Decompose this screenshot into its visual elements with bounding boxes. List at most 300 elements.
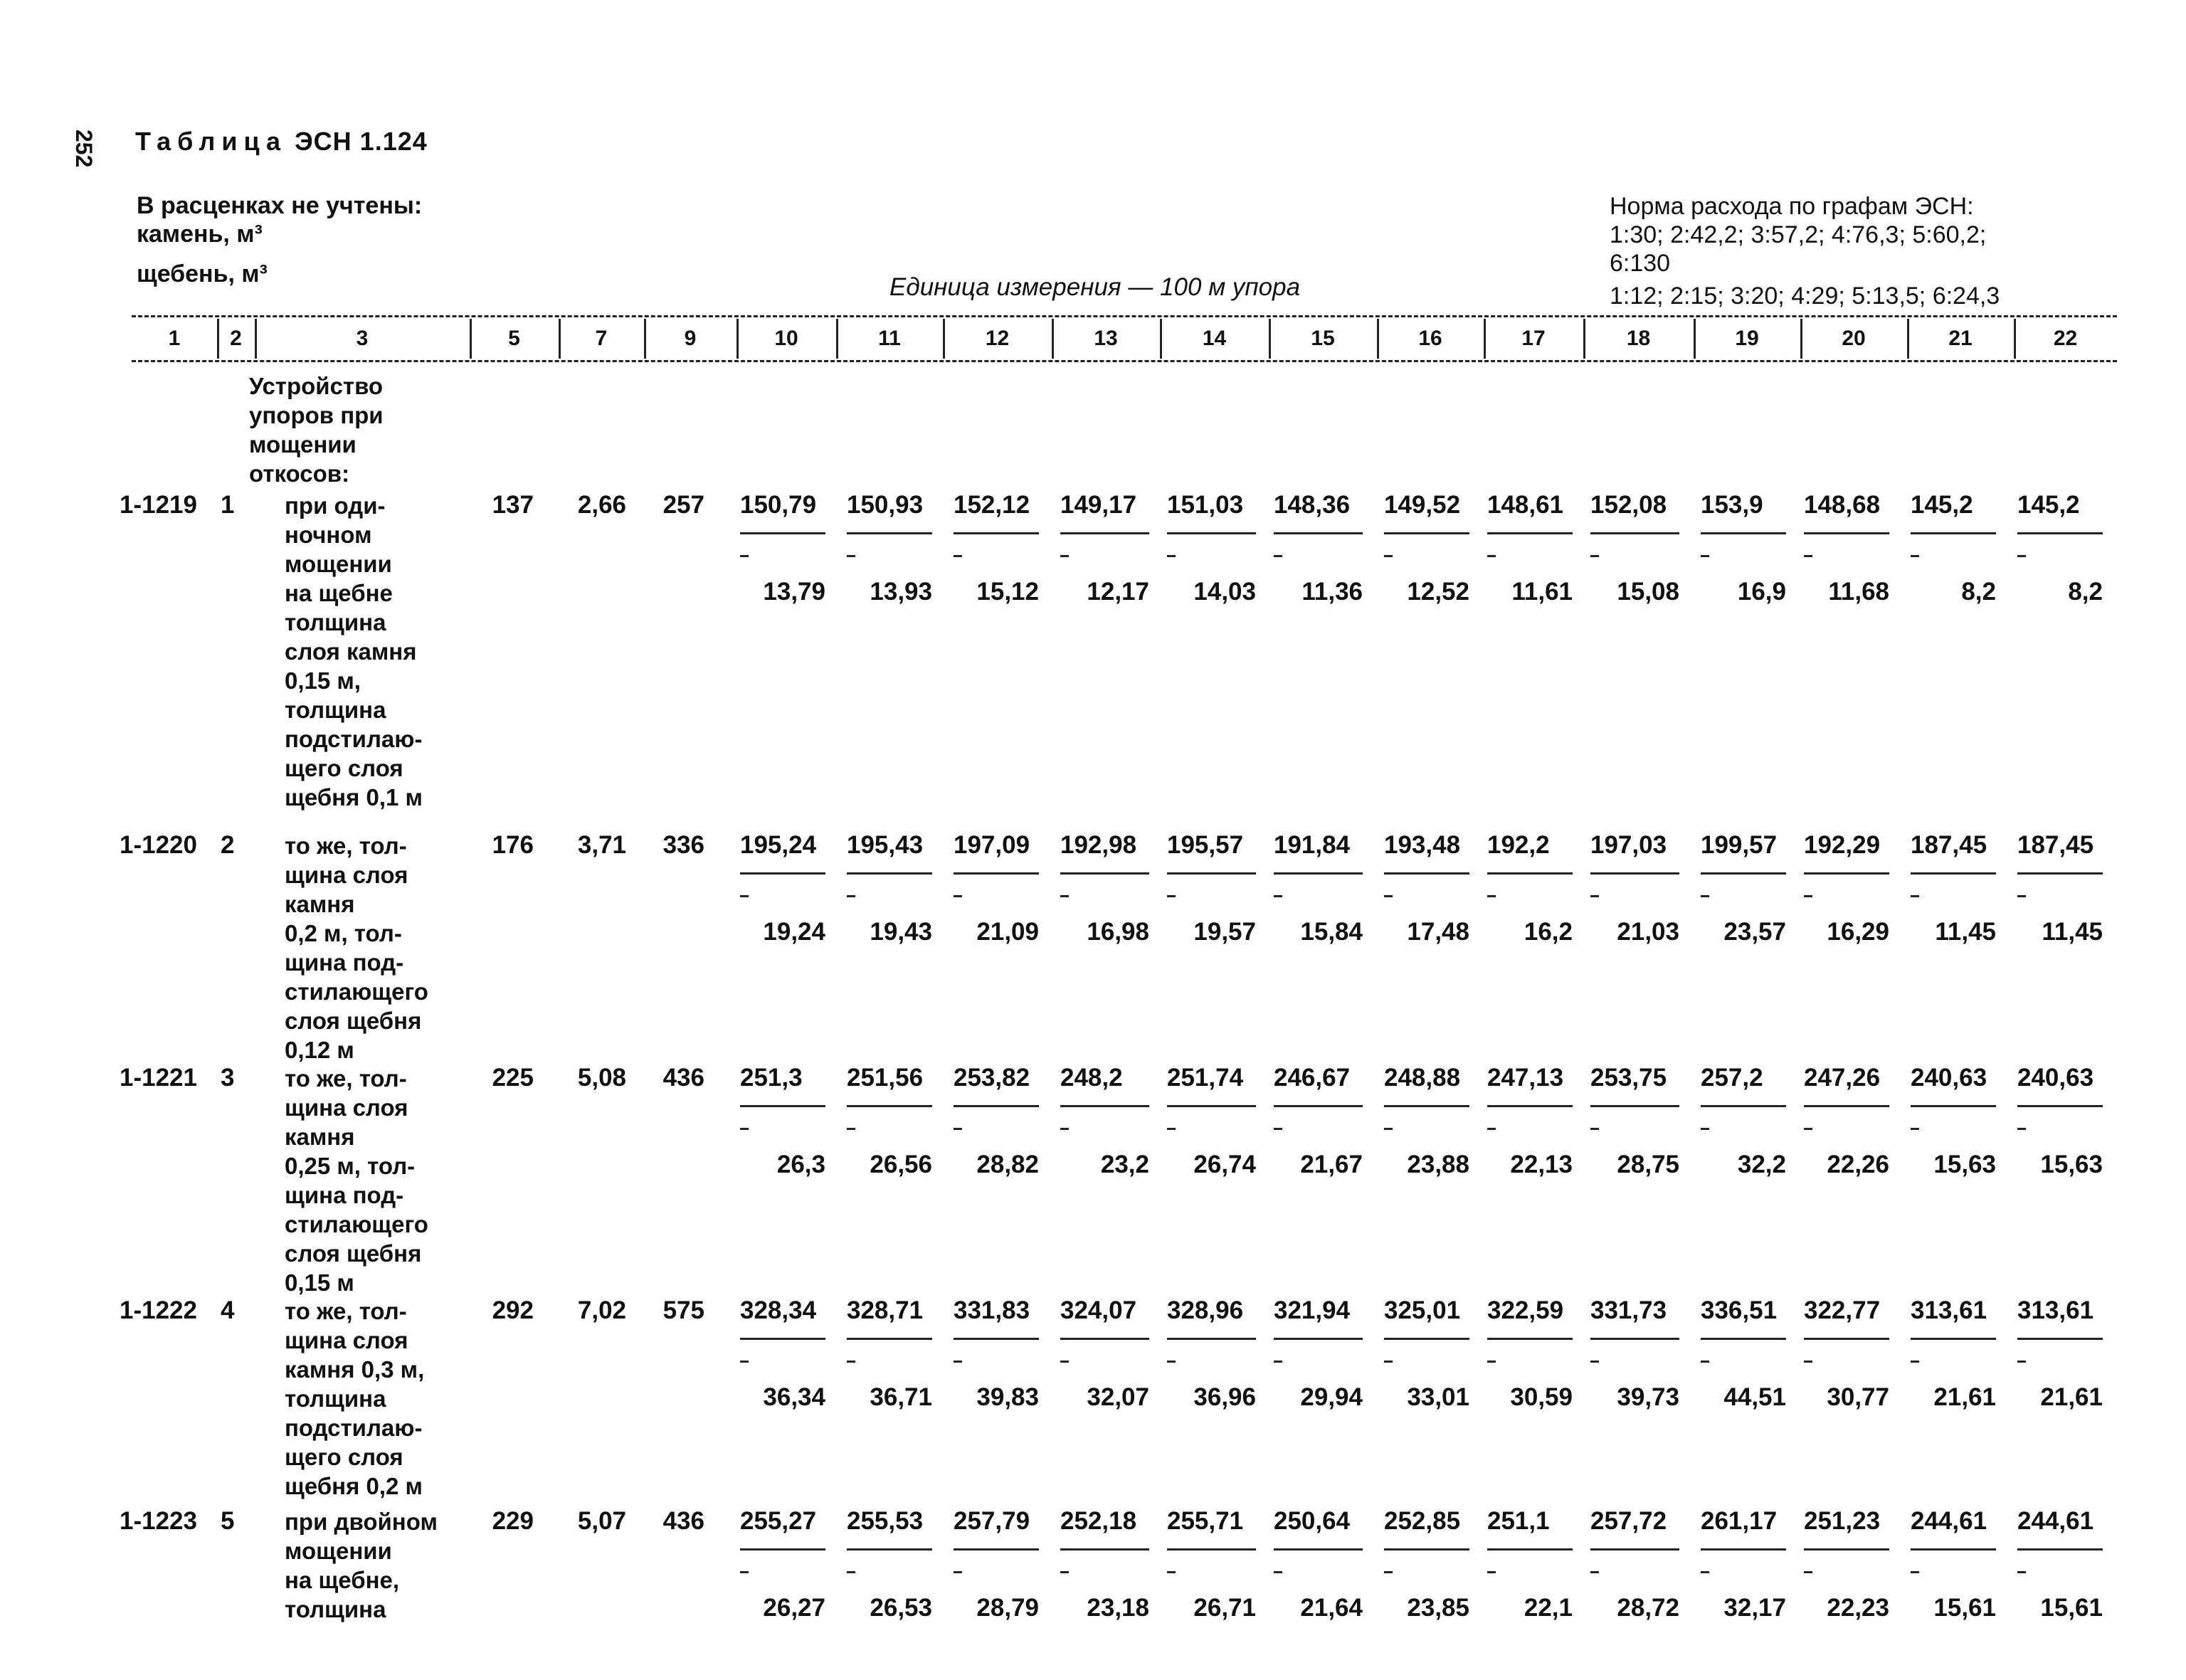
fraction-bar [1060, 532, 1149, 534]
fraction-bar [740, 1105, 825, 1107]
fraction-numerator: 322,77 [1804, 1296, 1881, 1324]
fraction-denominator: 30,59 [1510, 1383, 1573, 1411]
fraction-numerator: 199,57 [1701, 831, 1778, 859]
column-header-17: 17 [1521, 327, 1546, 350]
fraction-denominator: 23,18 [1087, 1594, 1149, 1622]
fraction-denominator: 39,73 [1617, 1383, 1679, 1411]
fraction-bar [1167, 1105, 1256, 1107]
fraction-bar [1701, 872, 1786, 875]
fraction-bar [954, 1105, 1039, 1107]
fraction-bar-tick [1911, 1361, 1919, 1363]
fraction-bar-tick [1701, 1128, 1709, 1130]
fraction-bar [1804, 1548, 1889, 1550]
fraction-numerator: 195,57 [1167, 831, 1244, 859]
fraction-bar [1060, 1548, 1149, 1550]
fraction-numerator: 192,29 [1804, 831, 1881, 859]
fraction-bar [1701, 532, 1786, 534]
fraction-bar-tick [1911, 1128, 1919, 1130]
fraction-bar-tick [2017, 895, 2026, 897]
fraction-bar [740, 1338, 825, 1340]
fraction-numerator: 150,93 [847, 491, 924, 519]
fraction-bar-tick [847, 1361, 855, 1363]
fraction-denominator: 22,13 [1510, 1151, 1573, 1178]
not-included-stone: камень, м³ [137, 221, 263, 248]
fraction-numerator: 313,61 [2017, 1296, 2094, 1324]
column-divider [1583, 319, 1585, 359]
fraction-bar-tick [1060, 555, 1069, 557]
fraction-denominator: 15,08 [1617, 578, 1679, 606]
fraction-bar-tick [2017, 1128, 2026, 1130]
fraction-denominator: 11,68 [1828, 578, 1889, 606]
column-header-2: 2 [230, 327, 242, 350]
column-header-19: 19 [1735, 327, 1759, 350]
fraction-bar [2017, 532, 2103, 534]
fraction-bar-tick [954, 1571, 962, 1573]
fraction-bar-tick [1804, 1361, 1812, 1363]
fraction-bar-tick [1487, 895, 1496, 897]
fraction-denominator: 16,29 [1827, 918, 1889, 946]
column-divider [836, 319, 838, 359]
column-header-22: 22 [2053, 327, 2078, 350]
fraction-numerator: 187,45 [1911, 831, 1987, 859]
fraction-numerator: 255,27 [740, 1507, 817, 1535]
not-included-heading: В расценках не учтены: [137, 192, 423, 219]
column-header-12: 12 [985, 327, 1010, 350]
fraction-bar [2017, 1105, 2103, 1107]
column-header-3: 3 [356, 327, 369, 350]
fraction-bar [847, 1338, 932, 1340]
fraction-bar-tick [954, 555, 962, 557]
fraction-bar-tick [1384, 895, 1393, 897]
fraction-denominator: 21,09 [976, 918, 1039, 946]
column-divider [2014, 319, 2016, 359]
norms-line-1: 1:30; 2:42,2; 3:57,2; 4:76,3; 5:60,2; [1610, 221, 1987, 248]
fraction-bar [1167, 872, 1256, 875]
fraction-bar [1274, 1338, 1363, 1340]
fraction-numerator: 145,2 [1911, 491, 1973, 519]
table-title-code: ЭСН 1.124 [295, 127, 428, 156]
column-header-9: 9 [684, 327, 697, 350]
column-divider [559, 319, 561, 359]
fraction-denominator: 32,07 [1087, 1383, 1149, 1411]
fraction-numerator: 244,61 [2017, 1507, 2094, 1535]
header-bottom-rule [132, 360, 2117, 362]
col-5-value: 176 [492, 831, 534, 859]
fraction-bar [740, 532, 825, 534]
fraction-bar-tick [1590, 895, 1599, 897]
fraction-denominator: 8,2 [1961, 578, 1996, 606]
fraction-denominator: 29,94 [1300, 1383, 1363, 1411]
fraction-numerator: 331,83 [954, 1296, 1030, 1324]
fraction-bar-tick [740, 895, 749, 897]
row-description: при оди- ночном мощении на щебне толщина слоя камня 0,15 м, толщина подстилаю- щего слоя щебня 0,1 м [285, 492, 423, 810]
fraction-denominator: 11,61 [1511, 578, 1573, 606]
fraction-denominator: 32,2 [1737, 1151, 1786, 1178]
fraction-denominator: 36,71 [870, 1383, 932, 1411]
fraction-bar [1911, 532, 1996, 534]
fraction-bar [1274, 1105, 1363, 1107]
fraction-denominator: 15,61 [1933, 1594, 1996, 1622]
fraction-numerator: 313,61 [1911, 1296, 1987, 1324]
fraction-denominator: 16,98 [1087, 918, 1149, 946]
fraction-numerator: 195,24 [740, 831, 817, 859]
fraction-numerator: 328,71 [847, 1296, 924, 1324]
fraction-bar-tick [2017, 555, 2026, 557]
col-5-value: 137 [492, 491, 534, 519]
fraction-numerator: 251,56 [847, 1064, 924, 1092]
fraction-bar [847, 1105, 932, 1107]
fraction-denominator: 16,2 [1524, 918, 1573, 946]
fraction-denominator: 15,63 [1933, 1151, 1996, 1178]
column-divider [644, 319, 646, 359]
fraction-bar [1384, 1548, 1469, 1550]
fraction-denominator: 19,24 [763, 918, 825, 946]
fraction-bar-tick [1060, 1128, 1069, 1130]
fraction-numerator: 252,18 [1060, 1507, 1137, 1535]
fraction-numerator: 247,13 [1487, 1064, 1564, 1092]
fraction-numerator: 255,71 [1167, 1507, 1244, 1535]
fraction-bar-tick [740, 1571, 749, 1573]
fraction-bar [1590, 1338, 1679, 1340]
fraction-bar [2017, 872, 2103, 875]
fraction-numerator: 197,03 [1590, 831, 1667, 859]
column-divider [1694, 319, 1696, 359]
fraction-numerator: 257,2 [1701, 1064, 1763, 1092]
fraction-bar [1167, 1338, 1256, 1340]
fraction-numerator: 331,73 [1590, 1296, 1667, 1324]
row-number: 1 [221, 491, 235, 519]
fraction-bar-tick [954, 1128, 962, 1130]
fraction-denominator: 13,93 [870, 578, 932, 606]
fraction-denominator: 26,53 [870, 1594, 932, 1622]
fraction-denominator: 26,3 [776, 1151, 825, 1178]
fraction-bar-tick [1167, 555, 1176, 557]
fraction-bar-tick [1487, 555, 1496, 557]
fraction-denominator: 11,36 [1301, 578, 1363, 606]
fraction-bar [1590, 872, 1679, 875]
fraction-numerator: 321,94 [1274, 1296, 1351, 1324]
fraction-bar-tick [1060, 1571, 1069, 1573]
fraction-bar [847, 872, 932, 875]
fraction-bar [1487, 532, 1573, 534]
fraction-bar-tick [1590, 1361, 1599, 1363]
fraction-numerator: 257,79 [954, 1507, 1030, 1535]
fraction-numerator: 252,85 [1384, 1507, 1461, 1535]
fraction-bar-tick [1804, 555, 1812, 557]
fraction-numerator: 240,63 [2017, 1064, 2094, 1092]
fraction-numerator: 150,79 [740, 491, 817, 519]
col-9-value: 336 [662, 831, 704, 859]
column-divider [1907, 319, 1909, 359]
fraction-denominator: 21,67 [1300, 1151, 1363, 1178]
fraction-denominator: 11,45 [2042, 918, 2103, 946]
fraction-bar [1911, 1105, 1996, 1107]
fraction-bar-tick [1701, 555, 1709, 557]
column-header-20: 20 [1842, 327, 1866, 350]
row-number: 3 [221, 1064, 235, 1092]
fraction-denominator: 16,9 [1737, 578, 1786, 606]
fraction-bar [1804, 1338, 1889, 1340]
fraction-numerator: 149,52 [1384, 491, 1461, 519]
norms-line-3: 1:12; 2:15; 3:20; 4:29; 5:13,5; 6:24,3 [1610, 282, 2000, 310]
fraction-denominator: 15,12 [976, 578, 1039, 606]
fraction-numerator: 145,2 [2017, 491, 2080, 519]
fraction-numerator: 328,96 [1167, 1296, 1244, 1324]
fraction-bar [1384, 1105, 1469, 1107]
column-header-15: 15 [1311, 327, 1335, 350]
fraction-bar-tick [847, 555, 855, 557]
fraction-numerator: 255,53 [847, 1507, 924, 1535]
fraction-bar-tick [1701, 895, 1709, 897]
fraction-denominator: 15,63 [2040, 1151, 2103, 1178]
col-7-value: 3,71 [577, 831, 626, 859]
fraction-bar [2017, 1338, 2103, 1340]
fraction-numerator: 148,36 [1274, 491, 1351, 519]
fraction-denominator: 12,17 [1087, 578, 1149, 606]
fraction-bar-tick [2017, 1571, 2026, 1573]
fraction-bar-tick [1384, 1571, 1393, 1573]
norms-line-2: 6:130 [1610, 250, 1671, 277]
fraction-bar [1487, 872, 1573, 875]
fraction-denominator: 32,17 [1723, 1594, 1786, 1622]
fraction-bar-tick [1590, 1571, 1599, 1573]
fraction-denominator: 28,75 [1617, 1151, 1679, 1178]
row-code: 1-1220 [120, 831, 197, 859]
fraction-numerator: 195,43 [847, 831, 924, 859]
fraction-bar [1274, 872, 1363, 875]
fraction-bar [1590, 1105, 1679, 1107]
fraction-bar [1487, 1105, 1573, 1107]
column-header-18: 18 [1626, 327, 1651, 350]
column-divider [217, 319, 219, 359]
column-divider [1269, 319, 1271, 359]
fraction-bar-tick [1274, 1128, 1282, 1130]
fraction-numerator: 251,1 [1487, 1507, 1550, 1535]
fraction-denominator: 12,52 [1407, 578, 1469, 606]
fraction-bar-tick [1060, 1361, 1069, 1363]
fraction-numerator: 148,68 [1804, 491, 1881, 519]
fraction-bar [954, 1548, 1039, 1550]
fraction-numerator: 153,9 [1701, 491, 1763, 519]
col-7-value: 5,07 [577, 1507, 626, 1535]
fraction-bar-tick [1060, 895, 1069, 897]
fraction-numerator: 248,88 [1384, 1064, 1461, 1092]
col-7-value: 2,66 [577, 491, 626, 519]
fraction-denominator: 8,2 [2068, 578, 2103, 606]
column-header-1: 1 [168, 327, 181, 350]
fraction-bar-tick [1804, 1571, 1812, 1573]
fraction-bar-tick [1384, 1361, 1393, 1363]
fraction-bar-tick [1487, 1361, 1496, 1363]
row-code: 1-1219 [120, 491, 197, 519]
fraction-denominator: 11,45 [1935, 918, 1996, 946]
fraction-numerator: 191,84 [1274, 831, 1351, 859]
column-divider [255, 319, 257, 359]
fraction-bar [1804, 872, 1889, 875]
fraction-numerator: 192,2 [1487, 831, 1550, 859]
fraction-bar [1701, 1105, 1786, 1107]
fraction-numerator: 149,17 [1060, 491, 1137, 519]
row-description: то же, тол- щина слоя камня 0,25 м, тол- щина под- стилающего слоя щебня 0,15 м [285, 1065, 428, 1296]
fraction-denominator: 23,2 [1100, 1151, 1149, 1178]
fraction-bar-tick [1701, 1361, 1709, 1363]
fraction-bar-tick [1590, 555, 1599, 557]
fraction-numerator: 246,67 [1274, 1064, 1351, 1092]
col-5-value: 229 [492, 1507, 534, 1535]
fraction-denominator: 21,64 [1300, 1594, 1363, 1622]
fraction-bar-tick [1274, 1361, 1282, 1363]
row-description: то же, тол- щина слоя камня 0,2 м, тол- щина под- стилающего слоя щебня 0,12 м [285, 833, 428, 1063]
section-heading: Устройство упоров при мощении откосов: [249, 373, 384, 487]
fraction-numerator: 251,23 [1804, 1507, 1881, 1535]
row-code: 1-1223 [120, 1507, 197, 1535]
fraction-denominator: 28,79 [976, 1594, 1039, 1622]
fraction-bar [1911, 872, 1996, 875]
fraction-denominator: 23,88 [1407, 1151, 1469, 1178]
fraction-bar-tick [1384, 1128, 1393, 1130]
fraction-bar [1804, 532, 1889, 534]
fraction-denominator: 13,79 [763, 578, 825, 606]
fraction-denominator: 14,03 [1193, 578, 1256, 606]
fraction-denominator: 44,51 [1723, 1383, 1786, 1411]
fraction-numerator: 248,2 [1060, 1064, 1123, 1092]
column-header-13: 13 [1094, 327, 1118, 350]
fraction-bar-tick [1167, 1571, 1176, 1573]
fraction-numerator: 336,51 [1701, 1296, 1778, 1324]
fraction-bar [1384, 1338, 1469, 1340]
fraction-bar-tick [1487, 1128, 1496, 1130]
column-divider [736, 319, 739, 359]
fraction-bar [1167, 1548, 1256, 1550]
row-code: 1-1221 [120, 1064, 197, 1092]
fraction-denominator: 26,71 [1193, 1594, 1256, 1622]
fraction-numerator: 253,82 [954, 1064, 1030, 1092]
fraction-bar [1804, 1105, 1889, 1107]
column-header-16: 16 [1418, 327, 1442, 350]
column-header-21: 21 [1948, 327, 1973, 350]
fraction-bar-tick [1911, 895, 1919, 897]
fraction-denominator: 22,1 [1524, 1594, 1573, 1622]
fraction-bar-tick [1167, 895, 1176, 897]
fraction-bar-tick [847, 1571, 855, 1573]
fraction-numerator: 151,03 [1167, 491, 1244, 519]
fraction-bar [954, 532, 1039, 534]
fraction-bar [847, 532, 932, 534]
fraction-bar [1911, 1548, 1996, 1550]
fraction-bar [954, 872, 1039, 875]
fraction-bar-tick [954, 895, 962, 897]
fraction-bar [1384, 872, 1469, 875]
fraction-numerator: 322,59 [1487, 1296, 1564, 1324]
fraction-numerator: 192,98 [1060, 831, 1137, 859]
table-title [135, 127, 428, 157]
fraction-bar-tick [1167, 1128, 1176, 1130]
fraction-numerator: 152,12 [954, 491, 1030, 519]
fraction-bar [1167, 532, 1256, 534]
fraction-numerator: 148,61 [1487, 491, 1564, 519]
row-description: то же, тол- щина слоя камня 0,3 м, толщина подстилаю- щего слоя щебня 0,2 м [285, 1298, 425, 1499]
fraction-bar [1060, 1338, 1149, 1340]
fraction-bar [1060, 872, 1149, 875]
fraction-denominator: 26,74 [1193, 1151, 1256, 1178]
fraction-bar-tick [847, 895, 855, 897]
column-header-11: 11 [878, 327, 901, 350]
fraction-numerator: 328,34 [740, 1296, 817, 1324]
column-header-10: 10 [774, 327, 798, 350]
fraction-bar-tick [1167, 1361, 1176, 1363]
fraction-bar-tick [740, 555, 749, 557]
fraction-bar [1274, 532, 1363, 534]
fraction-bar-tick [740, 1128, 749, 1130]
fraction-denominator: 39,83 [976, 1383, 1039, 1411]
row-number: 5 [221, 1507, 235, 1535]
fraction-bar-tick [1590, 1128, 1599, 1130]
fraction-denominator: 19,43 [870, 918, 932, 946]
fraction-bar-tick [1911, 1571, 1919, 1573]
fraction-denominator: 30,77 [1827, 1383, 1889, 1411]
fraction-bar-tick [847, 1128, 855, 1130]
fraction-denominator: 36,96 [1193, 1383, 1256, 1411]
fraction-denominator: 21,61 [1933, 1383, 1996, 1411]
fraction-numerator: 251,3 [740, 1064, 803, 1092]
fraction-bar-tick [1911, 555, 1919, 557]
fraction-bar [1487, 1338, 1573, 1340]
fraction-numerator: 250,64 [1274, 1507, 1351, 1535]
column-divider [1800, 319, 1802, 359]
fraction-denominator: 36,34 [763, 1383, 825, 1411]
fraction-bar [1701, 1548, 1786, 1550]
column-header-7: 7 [595, 327, 608, 350]
fraction-bar [1384, 532, 1469, 534]
fraction-bar [1060, 1105, 1149, 1107]
fraction-denominator: 26,27 [763, 1594, 825, 1622]
fraction-bar [954, 1338, 1039, 1340]
column-header-5: 5 [508, 327, 520, 350]
fraction-numerator: 247,26 [1804, 1064, 1881, 1092]
fraction-bar-tick [740, 1361, 749, 1363]
table-title-prefix: Таблица [135, 127, 287, 156]
fraction-bar-tick [2017, 1361, 2026, 1363]
column-divider [1377, 319, 1379, 359]
col-9-value: 575 [662, 1296, 704, 1324]
fraction-bar-tick [1274, 895, 1282, 897]
fraction-numerator: 251,74 [1167, 1064, 1244, 1092]
page-number: 252 [71, 130, 97, 168]
fraction-numerator: 244,61 [1911, 1507, 1987, 1535]
fraction-bar-tick [1274, 555, 1282, 557]
col-9-value: 257 [662, 491, 704, 519]
col-7-value: 5,08 [577, 1064, 626, 1092]
fraction-denominator: 23,57 [1723, 918, 1786, 946]
fraction-denominator: 15,84 [1300, 918, 1363, 946]
fraction-bar [2017, 1548, 2103, 1550]
fraction-denominator: 22,26 [1827, 1151, 1889, 1178]
fraction-denominator: 26,56 [870, 1151, 932, 1178]
column-divider [1052, 319, 1054, 359]
fraction-numerator: 152,08 [1590, 491, 1667, 519]
fraction-numerator: 253,75 [1590, 1064, 1667, 1092]
fraction-bar [1590, 1548, 1679, 1550]
fraction-denominator: 17,48 [1407, 918, 1469, 946]
fraction-bar-tick [1384, 555, 1393, 557]
fraction-denominator: 28,82 [976, 1151, 1039, 1178]
fraction-numerator: 193,48 [1384, 831, 1461, 859]
fraction-bar-tick [1487, 1571, 1496, 1573]
fraction-bar [847, 1548, 932, 1550]
fraction-denominator: 21,61 [2040, 1383, 2103, 1411]
fraction-numerator: 325,01 [1384, 1296, 1461, 1324]
fraction-bar-tick [1701, 1571, 1709, 1573]
